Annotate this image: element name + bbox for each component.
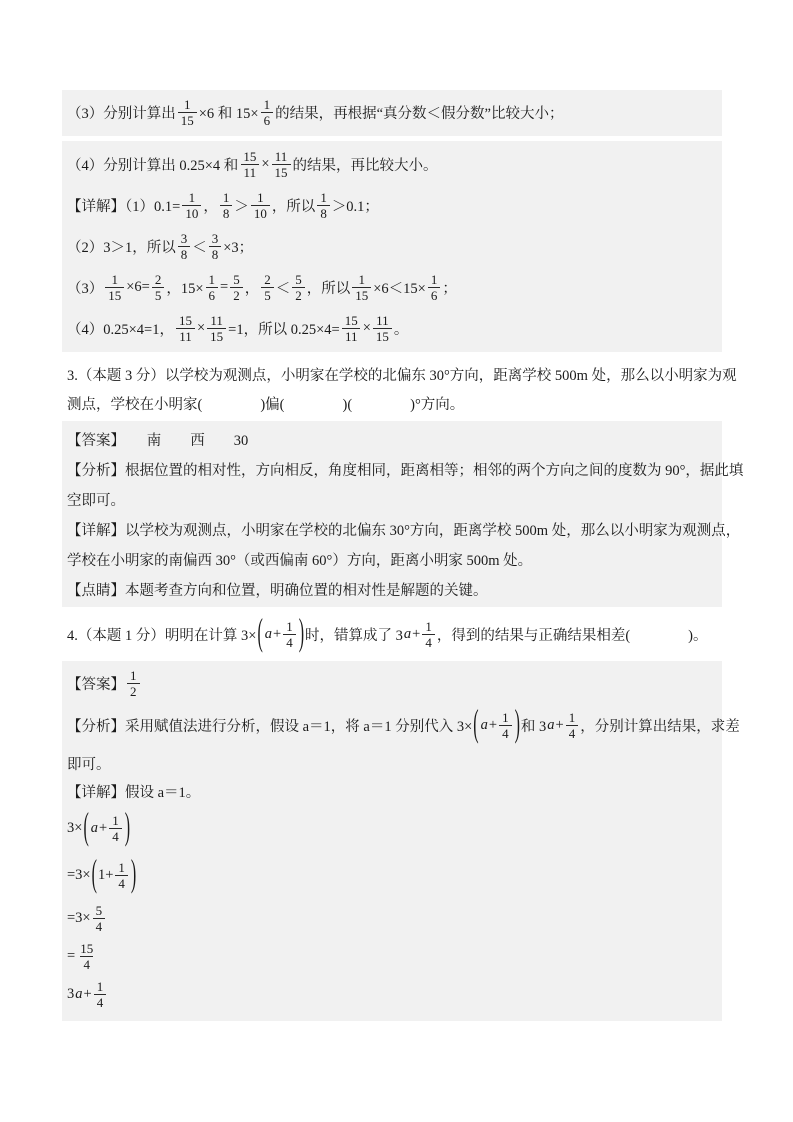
- fraction: [272, 150, 291, 179]
- fraction: [152, 273, 165, 302]
- fraction-numerator: 1: [188, 190, 196, 205]
- document-line: [67, 389, 722, 418]
- document-line: [67, 424, 722, 454]
- fraction-denominator: 5: [261, 287, 274, 302]
- question2-detail-explanation: [62, 141, 722, 352]
- text-run: （4）0.25×4=1，: [67, 322, 174, 338]
- fraction-denominator: 8: [220, 205, 233, 220]
- text-run: 【答案】 南 西 30: [67, 432, 249, 449]
- big-left-paren: (: [473, 704, 479, 745]
- text-run: 【分析】根据位置的相对性，方向相反，角度相同，距离相等；相邻的两个方向之间的度数为 90°，据此填: [67, 462, 744, 479]
- fraction-denominator: 4: [566, 725, 579, 740]
- fraction-numerator: 3: [180, 231, 188, 246]
- fraction-numerator: 1: [263, 97, 271, 112]
- fraction: [209, 232, 222, 261]
- fraction-denominator: 4: [499, 725, 512, 740]
- fraction-numerator: 1: [222, 190, 230, 205]
- text-run: ，15×: [166, 281, 204, 297]
- text-run: ；: [442, 281, 457, 297]
- math-variable: a: [403, 626, 412, 642]
- fraction-denominator: 4: [115, 875, 128, 890]
- question3-statement: [62, 352, 737, 421]
- fraction-numerator: 11: [210, 313, 223, 328]
- fraction: [206, 273, 219, 302]
- fraction-denominator: 6: [261, 112, 274, 127]
- fraction-numerator: 1: [208, 272, 216, 287]
- fraction: [261, 98, 274, 127]
- fraction-numerator: 1: [184, 97, 191, 112]
- text-run: +: [488, 717, 498, 733]
- fraction: [93, 904, 106, 933]
- fraction-numerator: 15: [80, 940, 94, 956]
- text-run: ，: [244, 281, 260, 297]
- text-run: +: [555, 717, 564, 733]
- fraction-denominator: 4: [93, 918, 106, 933]
- question3-answer-block: [62, 421, 744, 607]
- text-run: ＞0.1；: [331, 199, 379, 215]
- math-variable: a: [264, 626, 273, 642]
- fraction: [182, 191, 201, 220]
- math-variable: a: [90, 820, 99, 836]
- fraction-denominator: 15: [373, 328, 392, 343]
- text-run: 【分析】采用赋值法进行分析，假设 a＝1，将 a＝1 分别代入 3×: [67, 719, 473, 735]
- text-run: =: [220, 279, 229, 295]
- fraction-denominator: 15: [272, 164, 291, 179]
- text-run: 的结果，再根据“真分数＜假分数”比较大小；: [275, 106, 564, 122]
- text-run: ×6＜15×: [373, 281, 426, 297]
- fraction: [220, 191, 233, 220]
- text-run: ×: [362, 320, 371, 336]
- text-run: 。: [393, 322, 409, 338]
- text-run: 3: [67, 985, 75, 1002]
- fraction-denominator: 4: [80, 956, 93, 971]
- text-run: ×3；: [223, 240, 254, 256]
- text-run: =: [67, 947, 76, 964]
- big-right-paren: ): [298, 613, 305, 654]
- fraction-denominator: 2: [230, 287, 243, 302]
- fraction-denominator: 11: [241, 164, 260, 179]
- fraction: [373, 314, 392, 343]
- fraction: [292, 273, 305, 302]
- fraction-denominator: 6: [428, 287, 441, 302]
- document-line: [67, 574, 722, 604]
- fraction-denominator: 15: [352, 287, 371, 302]
- fraction-numerator: 1: [112, 813, 119, 828]
- text-run: 学校在小明家的南偏西 30°（或西偏南 60°）方向，距离小明家 500m 处。: [67, 552, 533, 569]
- document-line: [67, 484, 722, 514]
- big-left-paren: (: [91, 854, 97, 895]
- fraction: [127, 669, 140, 698]
- text-run: 【详解】以学校为观测点，小明家在学校的北偏东 30°方向，距离学校 500m 处，那么以小明家为观测点，: [67, 522, 741, 539]
- text-run: 3×: [67, 820, 83, 836]
- question2-part3-statement: [62, 90, 722, 136]
- fraction: [115, 861, 128, 890]
- math-variable: a: [480, 717, 488, 733]
- text-run: 4.（本题 1 分）明明在计算 3×: [67, 628, 257, 644]
- text-run: （4）分别计算出 0.25×4 和: [67, 158, 239, 174]
- document-line: [67, 360, 737, 389]
- document-line: [67, 852, 722, 899]
- document-line: [67, 777, 722, 805]
- text-run: +: [83, 985, 92, 1002]
- fraction-numerator: 1: [111, 272, 118, 287]
- text-run: 【点睛】本题考查方向和位置，明确位置的相对性是解题的关键。: [67, 582, 488, 599]
- fraction: [251, 191, 270, 220]
- fraction-numerator: 1: [257, 190, 264, 205]
- text-run: 和 3: [520, 719, 547, 735]
- fraction: [178, 232, 191, 261]
- text-run: （2）3＞1，所以: [67, 240, 176, 256]
- fraction-denominator: 4: [109, 828, 122, 843]
- fraction: [207, 314, 226, 343]
- fraction-numerator: 5: [233, 272, 240, 287]
- fraction-numerator: 1: [358, 272, 365, 287]
- fraction: [342, 314, 361, 343]
- fraction-denominator: 2: [292, 287, 305, 302]
- document-line: [67, 664, 722, 702]
- document-line: [67, 454, 744, 484]
- text-run: ，得到的结果与正确结果相差( )。: [436, 628, 708, 644]
- text-run: =3×: [67, 867, 91, 883]
- text-run: 3.（本题 3 分）以学校为观测点，小明家在学校的北偏东 30°方向，距离学校 500m 处，那么以小明家为观: [67, 368, 737, 384]
- fraction: [109, 814, 122, 843]
- text-run: 测点，学校在小明家( )偏( )( )°方向。: [67, 397, 465, 413]
- text-run: ×: [196, 320, 206, 336]
- fraction: [240, 150, 259, 179]
- text-run: +: [412, 626, 421, 642]
- document-line: [67, 92, 722, 133]
- document-line: [67, 544, 722, 574]
- text-run: ，所以: [306, 281, 351, 297]
- text-run: +: [273, 626, 282, 642]
- document-line: [67, 749, 722, 777]
- fraction-numerator: 1: [430, 272, 438, 287]
- text-run: 空即可。: [67, 492, 125, 509]
- text-run: =1，所以 0.25×4=: [228, 322, 340, 338]
- text-run: 1+: [97, 867, 114, 883]
- fraction-denominator: 5: [152, 287, 165, 302]
- text-run: =3×: [67, 909, 91, 926]
- document-line: [67, 805, 722, 852]
- fraction-numerator: 1: [130, 667, 137, 683]
- document-line: [67, 226, 722, 267]
- math-variable: a: [75, 985, 83, 1002]
- document-line: [67, 144, 722, 185]
- fraction-denominator: 15: [207, 328, 226, 343]
- text-run: ，所以: [271, 199, 316, 215]
- fraction-numerator: 1: [118, 860, 125, 875]
- question4-answer-block: [62, 661, 740, 1021]
- fraction-numerator: 3: [211, 231, 219, 246]
- fraction-denominator: 15: [178, 112, 197, 127]
- fraction-numerator: 11: [274, 149, 288, 164]
- fraction-numerator: 2: [264, 272, 271, 287]
- big-right-paren: ): [514, 704, 520, 745]
- document-line: [67, 937, 722, 975]
- math-variable: a: [547, 717, 555, 733]
- fraction-denominator: 8: [317, 205, 330, 220]
- text-run: 【详解】假设 a＝1。: [67, 784, 201, 801]
- fraction: [422, 620, 435, 649]
- fraction-denominator: 6: [206, 287, 219, 302]
- text-run: （3）: [67, 281, 104, 297]
- document-line: [67, 308, 722, 349]
- fraction-numerator: 1: [320, 190, 327, 205]
- fraction-denominator: 8: [209, 246, 222, 261]
- fraction: [77, 942, 96, 971]
- big-right-paren: ): [130, 854, 137, 895]
- fraction: [428, 273, 441, 302]
- fraction-numerator: 1: [502, 710, 509, 725]
- fraction-numerator: 15: [178, 313, 192, 328]
- fraction-numerator: 1: [568, 710, 576, 725]
- fraction-numerator: 1: [425, 619, 432, 634]
- fraction-denominator: 2: [127, 683, 140, 698]
- fraction: [94, 980, 107, 1009]
- text-run: +: [99, 820, 108, 836]
- text-run: 【详解】（1）0.1=: [67, 199, 181, 215]
- document-line: [67, 702, 740, 749]
- fraction: [317, 191, 330, 220]
- fraction: [352, 273, 371, 302]
- fraction-denominator: 4: [422, 634, 435, 649]
- fraction-denominator: 4: [283, 634, 296, 649]
- text-run: ＜: [192, 240, 207, 256]
- big-left-paren: (: [83, 807, 89, 848]
- fraction-numerator: 2: [154, 272, 162, 287]
- text-run: 的结果，再比较大小。: [292, 158, 438, 174]
- document-line: [67, 514, 741, 544]
- fraction: [105, 273, 124, 302]
- fraction-denominator: 10: [182, 205, 201, 220]
- question4-statement: [62, 607, 722, 661]
- text-run: ×: [261, 156, 270, 172]
- fraction: [178, 98, 197, 127]
- fraction-denominator: 15: [105, 287, 124, 302]
- document-line: [67, 610, 722, 659]
- fraction-numerator: 1: [96, 978, 104, 994]
- text-run: ×6=: [126, 279, 150, 295]
- fraction-denominator: 10: [251, 205, 270, 220]
- fraction: [230, 273, 243, 302]
- text-run: 即可。: [67, 756, 111, 773]
- fraction: [499, 711, 512, 740]
- big-right-paren: ): [124, 807, 131, 848]
- fraction: [176, 314, 195, 343]
- fraction: [566, 711, 579, 740]
- text-run: 【答案】: [67, 676, 125, 693]
- fraction-numerator: 11: [376, 313, 389, 328]
- fraction-denominator: 11: [342, 328, 361, 343]
- text-run: ，: [203, 199, 218, 215]
- fraction: [261, 273, 274, 302]
- fraction-numerator: 5: [95, 902, 103, 918]
- text-run: ＜: [275, 281, 291, 297]
- big-left-paren: (: [257, 613, 263, 654]
- text-run: ×6 和 15×: [198, 106, 259, 122]
- fraction-denominator: 4: [94, 994, 107, 1009]
- fraction-denominator: 8: [178, 246, 191, 261]
- text-run: （3）分别计算出: [67, 106, 176, 122]
- text-run: 时，错算成了 3: [305, 628, 403, 644]
- fraction-numerator: 1: [286, 619, 293, 634]
- fraction-denominator: 11: [176, 328, 195, 343]
- document-line: [67, 975, 722, 1013]
- document-line: [67, 899, 722, 937]
- text-run: ，分别计算出结果，求差: [580, 719, 740, 735]
- fraction-numerator: 15: [243, 149, 257, 164]
- fraction-numerator: 15: [344, 313, 358, 328]
- document-line: [67, 185, 722, 226]
- text-run: ＞: [234, 199, 249, 215]
- document-line: [67, 267, 722, 308]
- fraction-numerator: 5: [295, 272, 302, 287]
- fraction: [283, 620, 296, 649]
